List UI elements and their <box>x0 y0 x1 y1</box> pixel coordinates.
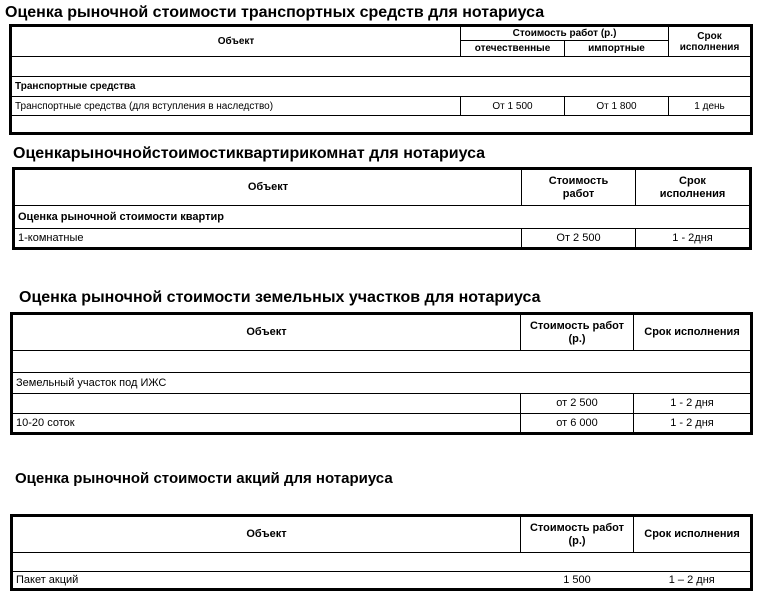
header-cost: Стоимость работ <box>522 169 636 206</box>
header-term: Срок исполнения <box>636 169 751 206</box>
header-cost: Стоимость работ (р.) <box>521 314 634 351</box>
row-cost: от 6 000 <box>521 414 634 434</box>
table-row <box>11 97 752 116</box>
spacer-row <box>11 116 752 134</box>
table-row <box>12 414 752 434</box>
header-cost: Стоимость работ (р.) <box>461 26 669 41</box>
row-cost: От 2 500 <box>522 229 636 249</box>
shares-table <box>10 514 753 591</box>
header-term: Срок исполнения <box>669 26 752 57</box>
table-row <box>14 229 751 249</box>
group-row: Транспортные средства <box>11 77 752 97</box>
table-row <box>12 373 752 394</box>
row-term: 1 - 2дня <box>636 229 751 249</box>
row-imported: От 1 800 <box>565 97 669 116</box>
spacer-row <box>12 351 752 373</box>
header-term: Срок исполнения <box>634 516 752 553</box>
row-object: 10-20 соток <box>12 414 521 434</box>
row-object: 1-комнатные <box>14 229 522 249</box>
row-object: Пакет акций <box>12 572 521 590</box>
row-term: 1 - 2 дня <box>634 394 752 414</box>
row-domestic: От 1 500 <box>461 97 565 116</box>
row-object: Транспортные средства (для вступления в наследство) <box>11 97 461 116</box>
header-object: Объект <box>14 169 522 206</box>
row-cost: 1 500 <box>521 572 634 590</box>
apartments-table <box>12 167 752 250</box>
table-row <box>12 572 752 590</box>
header-cost: Стоимость работ (р.) <box>521 516 634 553</box>
vehicles-table <box>9 24 753 135</box>
section-title-vehicles: Оценка рыночной стоимости транспортных средств для нотариуса <box>5 4 545 21</box>
header-object: Объект <box>12 516 521 553</box>
row-object <box>12 394 521 414</box>
header-object: Объект <box>12 314 521 351</box>
section-title-land: Оценка рыночной стоимости земельных участков для нотариуса <box>19 289 541 306</box>
spacer-row <box>11 57 752 77</box>
row-term: 1 - 2 дня <box>634 414 752 434</box>
table-row <box>12 394 752 414</box>
row-term: 1 – 2 дня <box>634 572 752 590</box>
header-domestic: отечественные <box>461 41 565 57</box>
spacer-row <box>12 553 752 572</box>
header-imported: импортные <box>565 41 669 57</box>
header-term: Срок исполнения <box>634 314 752 351</box>
group-row: Оценка рыночной стоимости квартир <box>14 206 751 229</box>
row-object: Земельный участок под ИЖС <box>12 373 752 394</box>
row-cost: от 2 500 <box>521 394 634 414</box>
section-title-apartments: Оценкарыночнойстоимостиквартирикомнат для нотариуса <box>13 145 486 162</box>
header-object: Объект <box>11 26 461 57</box>
row-term: 1 день <box>669 97 752 116</box>
land-table <box>10 312 753 435</box>
section-title-shares: Оценка рыночной стоимости акций для нотариуса <box>15 470 393 487</box>
